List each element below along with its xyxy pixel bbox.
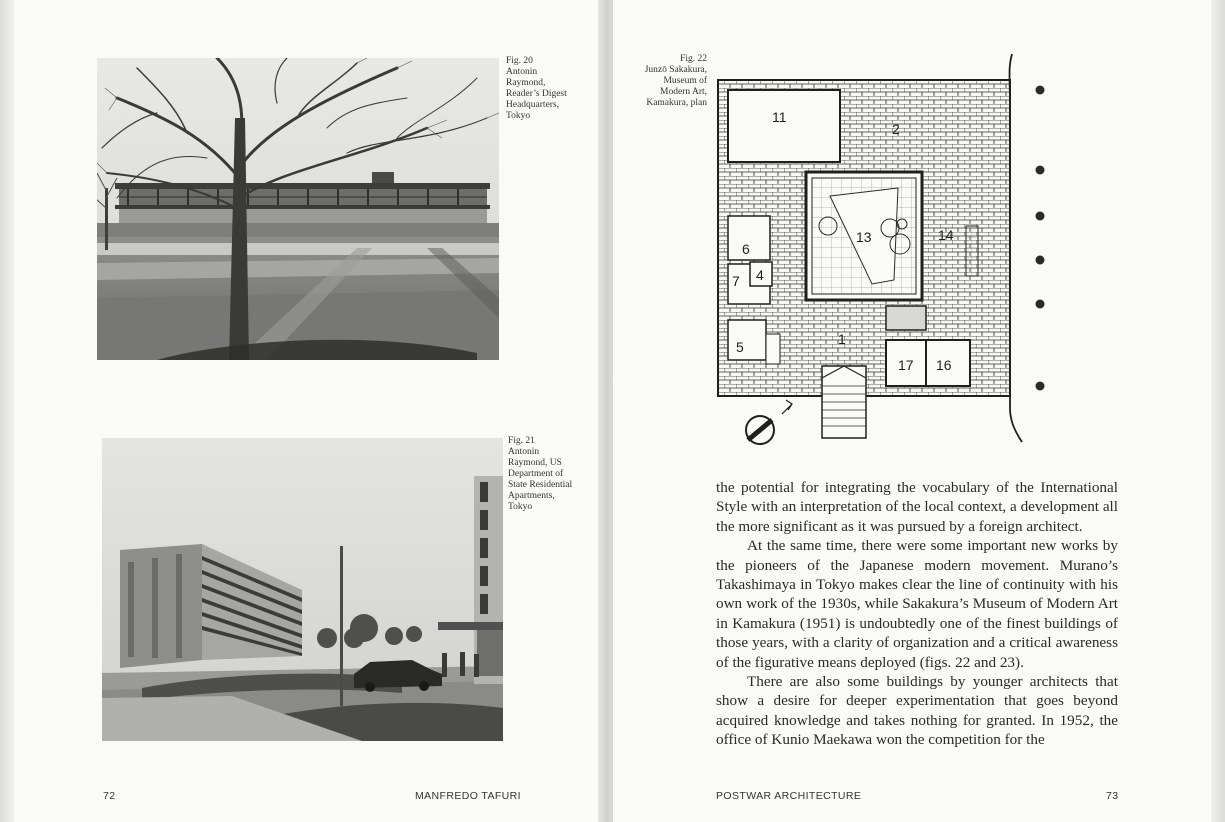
fig21-caption-line: Tokyo	[508, 502, 533, 512]
fig22-caption	[612, 54, 707, 109]
plan-label: 1	[838, 331, 846, 347]
left-running-head: MANFREDO TAFURI	[415, 790, 521, 802]
fig22-museum-plan	[712, 48, 1062, 450]
fig22-caption-line: Fig. 22	[680, 54, 707, 64]
fig20-caption-line: Raymond,	[506, 78, 546, 88]
fig22-caption-line: Modern Art,	[660, 87, 707, 97]
body-paragraph: the potential for integrating the vocabulary of the International Style with an interpretation of the local context, a development all the more significant as it was pursued by a foreign architect.	[716, 479, 1118, 535]
fig20-caption-line: Fig. 20	[506, 56, 533, 66]
right-page-edge	[1210, 0, 1225, 822]
plan-label: 16	[936, 357, 952, 373]
fig22-caption-line: Museum of	[663, 76, 707, 86]
plan-label: 4	[756, 267, 764, 283]
fig20-caption	[506, 56, 567, 122]
fig22-caption-line: Junzō Sakakura,	[644, 65, 707, 75]
fig21-photo	[102, 438, 503, 741]
fig21-apartments-photo-illustration	[102, 438, 503, 741]
plan-label: 6	[742, 241, 750, 257]
fig21-caption-line: State Residential	[508, 480, 573, 490]
plan-label: 11	[772, 109, 787, 125]
body-paragraph: At the same time, there were some important new works by the pioneers of the Japanese modern movement. Murano’s Takashimaya in Tokyo makes clear the line of continuity with his own work of the 1930s, while Sakakura’s Museum of Modern Art in Kamakura (1951) is undoubtedly one of the finest buildings of those years, with a clarity of organization and a critical awareness of the figurative means deployed (figs. 22 and 23).	[716, 537, 1118, 671]
fig20-caption-line: Reader’s Digest	[506, 89, 567, 99]
fig21-caption-line: Department of	[508, 469, 564, 479]
fig20-building-photo-illustration	[97, 58, 499, 360]
right-page-number: 73	[1106, 790, 1119, 802]
fig21-caption-line: Apartments,	[508, 491, 555, 501]
plan-label: 5	[736, 339, 744, 355]
left-page-number: 72	[103, 790, 116, 802]
body-text	[716, 478, 1118, 750]
fig20-caption-line: Headquarters,	[506, 100, 560, 110]
plan-label: 2	[892, 121, 900, 137]
fig21-caption-line: Antonin	[508, 447, 540, 457]
fig21-caption-line: Fig. 21	[508, 436, 535, 446]
fig21-caption	[508, 436, 572, 513]
body-paragraph: There are also some buildings by younger architects that show a desire for deeper experimentation that goes beyond acquired knowledge and takes nothing for granted. In 1952, the office of Kunio Maekawa won the competition for the	[716, 673, 1118, 749]
fig21-caption-line: Raymond, US	[508, 458, 562, 468]
plan-label: 13	[856, 229, 872, 245]
left-page-edge	[0, 0, 14, 822]
fig20-photo	[97, 58, 499, 360]
right-running-head: POSTWAR ARCHITECTURE	[716, 790, 862, 802]
fig22-caption-line: Kamakura, plan	[646, 98, 707, 108]
fig20-caption-line: Antonin	[506, 67, 538, 77]
fig20-caption-line: Tokyo	[506, 111, 531, 121]
plan-label: 17	[898, 357, 914, 373]
plan-label: 14	[938, 227, 954, 243]
plan-label: 7	[732, 273, 740, 289]
